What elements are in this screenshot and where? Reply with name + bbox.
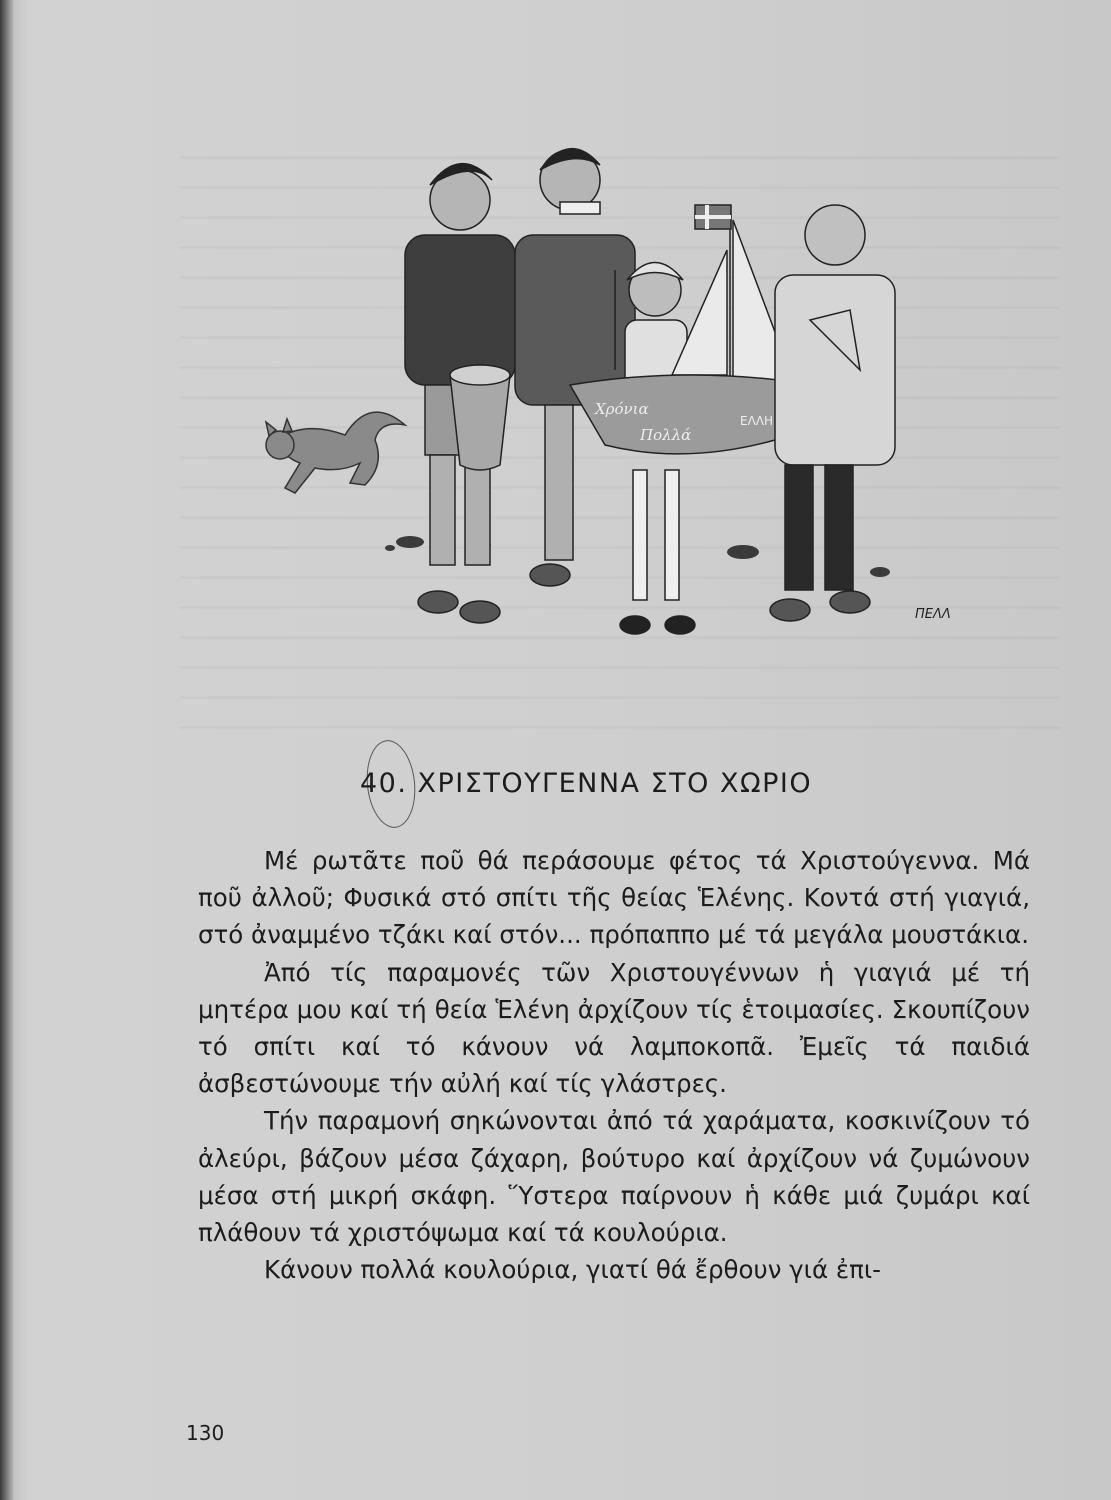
boat-text-2: Πολλά [640,426,692,444]
page-number: 130 [186,1421,225,1445]
cat-figure [266,412,405,493]
paragraph: Κάνουν πολλά κουλούρια, γιατί θά ἔρθουν γιά ἐπι- [264,1255,882,1285]
chapter-title: 40. ΧΡΙΣΤΟΥΓΕΝΝΑ ΣΤΟ ΧΩΡΙΟ [360,768,813,799]
book-spine [0,0,14,1500]
paragraph: Μέ ρωτᾶτε ποῦ θά περάσουμε φέτος τά Χριστούγεννα. Μά ποῦ ἀλλοῦ; Φυσικά στό σπίτι τῆς θείας Ἑλένης. Κοντά στή γιαγιά, στό ἀναμμένο τζάκι καί στόν... πρόπαππο μέ τά μεγάλα μουστάκια. [198,846,1030,950]
boy-with-triangle [770,205,895,621]
artist-signature: ΠΕΛΛ [915,607,951,622]
boy-with-harmonica [515,149,635,586]
chapter-body [198,842,1030,1288]
children-caroling-illustration [255,140,955,660]
boat-text-1: Χρόνια [595,400,649,418]
boat-text-3: ΕΛΛΗ [740,414,774,428]
boy-with-drum [405,164,515,623]
paragraph: Τήν παραμονή σηκώνονται ἀπό τά χαράματα, κοσκινίζουν τό ἀλεύρι, βάζουν μέσα ζάχαρη, βούτυρο καί ἀρχίζουν νά ζυμώνουν μέσα στή μικρή σκάφη. Ὕστερα παίρνουν ἡ κάθε μιά ζυμάρι καί πλάθουν τά χριστόψωμα καί τά κουλούρια. [198,1106,1030,1248]
paragraph: Ἀπό τίς παραμονές τῶν Χριστουγέννων ἡ γιαγιά μέ τή μητέρα μου καί τή θεία Ἑλένη ἀρχίζουν τίς ἑτοιμασίες. Σκουπίζουν τό σπίτι καί τό κάνουν νά λαμποκοπᾶ. Ἐμεῖς τά παιδιά ἀσβεστώνουμε τήν αὐλή καί τίς γλάστρες. [198,957,1030,1099]
